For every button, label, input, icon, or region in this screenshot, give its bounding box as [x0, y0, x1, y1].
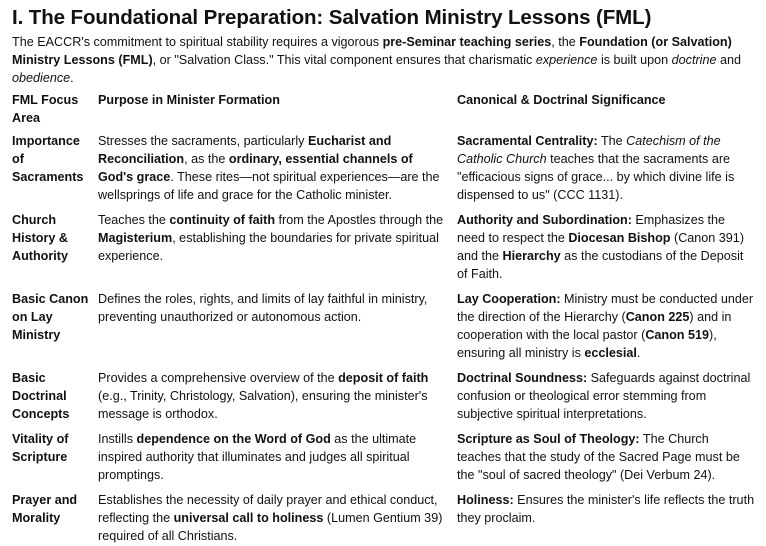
- intro-bold-term: pre-Seminar teaching series: [382, 35, 552, 49]
- intro-paragraph: [12, 33, 754, 87]
- cell-text: , establishing the boundaries for private spiritual experience.: [98, 231, 439, 263]
- cell-text: Establishes the necessity of daily prayer and ethical conduct, reflecting the: [98, 493, 438, 525]
- cell-text: Instills: [98, 432, 137, 446]
- intro-italic-term: experience: [535, 53, 598, 67]
- bold-term: Holiness:: [457, 493, 514, 507]
- cell-text: (e.g., Trinity, Christology, Salvation), ensuring the minister's message is orthodox.: [98, 389, 428, 421]
- intro-text: The EACCR's commitment to spiritual stability requires a vigorous: [12, 35, 383, 49]
- significance-cell: [457, 211, 756, 290]
- focus-area-cell: Basic Doctrinal Concepts: [12, 371, 70, 421]
- cell-text: Safeguards against doctrinal confusion or theological error stemming from subjective spiritual interpretations.: [457, 371, 751, 421]
- cell-text: Defines the roles, rights, and limits of lay faithful in ministry, preventing unauthorized or autonomous action.: [98, 292, 428, 324]
- cell-text: Teaches the: [98, 213, 170, 227]
- purpose-cell: [98, 290, 457, 369]
- bold-term: ecclesial: [584, 346, 637, 360]
- intro-text: .: [70, 71, 74, 85]
- cell-text: . These rites—not spiritual experiences—are the wellsprings of life and grace for the Catholic minister.: [98, 170, 440, 202]
- bold-term: Magisterium: [98, 231, 173, 245]
- bold-term: ordinary, essential channels of God's grace: [98, 152, 413, 184]
- table-row: [12, 290, 756, 369]
- cell-text: (Lumen Gentium 39) required of all Christians.: [98, 511, 443, 543]
- cell-text: as the custodians of the Deposit of Faith.: [457, 249, 744, 281]
- table-header-row: [12, 91, 756, 132]
- significance-cell: [457, 132, 756, 211]
- focus-area-cell: Prayer and Morality: [12, 493, 78, 525]
- table-row: [12, 430, 756, 491]
- table-row: [12, 491, 756, 545]
- bold-term: continuity of faith: [169, 213, 276, 227]
- bold-term: Doctrinal Soundness:: [457, 371, 588, 385]
- cell-text: Ensures the minister's life reflects the truth they proclaim.: [457, 493, 755, 525]
- intro-italic-term: doctrine: [671, 53, 717, 67]
- header-focus-area: FML Focus Area: [12, 93, 79, 125]
- cell-text: from the Apostles through the: [275, 213, 444, 227]
- bold-term: Hierarchy: [502, 249, 561, 263]
- table-row: [12, 211, 756, 290]
- significance-cell: [457, 491, 756, 545]
- cell-text: ), ensuring all ministry is: [457, 328, 717, 360]
- cell-text: Provides a comprehensive overview of the: [98, 371, 339, 385]
- focus-area-cell: Vitality of Scripture: [12, 432, 69, 464]
- intro-text: , or "Salvation Class." This vital component ensures that charismatic: [152, 53, 536, 67]
- significance-cell: [457, 369, 756, 430]
- cell-text: (Canon 391) and the: [457, 231, 745, 263]
- cell-text: as the ultimate inspired authority that illuminates and judges all spiritual promptings.: [98, 432, 417, 482]
- significance-cell: [457, 430, 756, 491]
- bold-term: Eucharist and Reconciliation: [98, 134, 392, 166]
- bold-term: deposit of faith: [338, 371, 429, 385]
- purpose-cell: [98, 369, 457, 430]
- intro-text: is built upon: [597, 53, 672, 67]
- cell-text: ) and in cooperation with the local pastor (: [457, 310, 732, 342]
- intro-text: , the: [551, 35, 580, 49]
- purpose-cell: [98, 211, 457, 290]
- bold-term: Diocesan Bishop: [568, 231, 671, 245]
- intro-italic-term: obedience: [12, 71, 71, 85]
- header-purpose: Purpose in Minister Formation: [98, 93, 280, 107]
- cell-text: The: [597, 134, 627, 148]
- purpose-cell: [98, 132, 457, 211]
- cell-text: teaches that the sacraments are "efficacious signs of grace... by which divine life is dispensed to us" (CCC 1131).: [457, 152, 735, 202]
- cell-text: Stresses the sacraments, particularly: [98, 134, 308, 148]
- section-title: I. The Foundational Preparation: Salvation Ministry Lessons (FML): [12, 6, 652, 29]
- bold-term: Authority and Subordination:: [457, 213, 632, 227]
- purpose-cell: [98, 491, 457, 545]
- cell-text: .: [636, 346, 641, 360]
- focus-area-cell: Basic Canon on Lay Ministry: [12, 292, 89, 342]
- bold-term: Canon 225: [625, 310, 690, 324]
- focus-area-cell: Importance of Sacraments: [12, 134, 84, 184]
- bold-term: Scripture as Soul of Theology:: [457, 432, 640, 446]
- table-body: [12, 132, 756, 545]
- bold-term: Canon 519: [645, 328, 710, 342]
- cell-text: The Church teaches that the study of the Sacred Page must be the "soul of sacred theology" (Dei Verbum 24).: [457, 432, 740, 482]
- intro-text: and: [716, 53, 741, 67]
- bold-term: universal call to holiness: [173, 511, 324, 525]
- header-significance: Canonical & Doctrinal Significance: [457, 93, 666, 107]
- cell-text: Emphasizes the need to respect the: [457, 213, 726, 245]
- focus-area-cell: Church History & Authority: [12, 213, 68, 263]
- table-row: [12, 132, 756, 211]
- intro-bold-term: Foundation (or Salvation) Ministry Lessons (FML): [12, 35, 732, 67]
- cell-text: , as the: [184, 152, 229, 166]
- italic-term: Catechism of the Catholic Church: [457, 134, 721, 166]
- fml-table: [12, 91, 756, 545]
- bold-term: Lay Cooperation:: [457, 292, 561, 306]
- bold-term: Sacramental Centrality:: [457, 134, 598, 148]
- bold-term: dependence on the Word of God: [136, 432, 331, 446]
- purpose-cell: [98, 430, 457, 491]
- cell-text: Ministry must be conducted under the direction of the Hierarchy (: [457, 292, 754, 324]
- significance-cell: [457, 290, 756, 369]
- table-row: [12, 369, 756, 430]
